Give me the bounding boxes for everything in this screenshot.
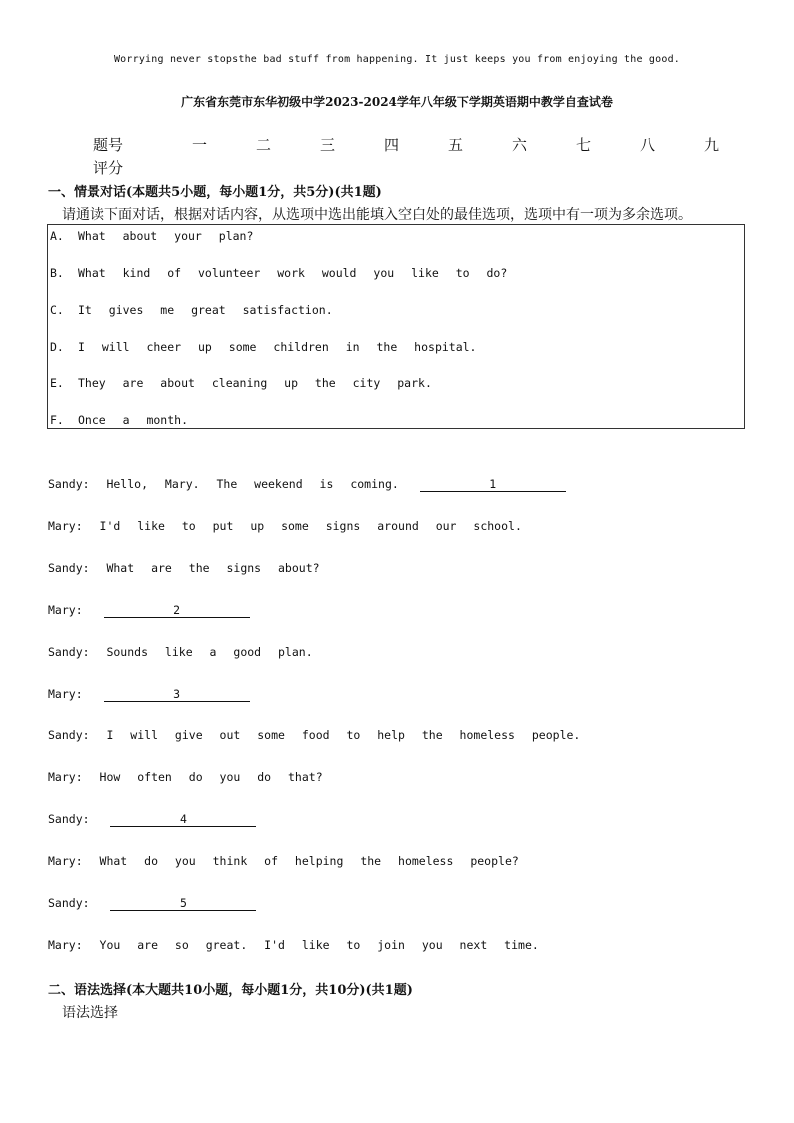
section-1-instruction: 请通读下面对话，根据对话内容，从选项中选出能填入空白处的最佳选项，选项中有一项为多余选项。 bbox=[62, 207, 692, 223]
dialogue-line bbox=[48, 770, 323, 784]
score-col-2: 二 bbox=[256, 136, 272, 154]
score-col-7: 七 bbox=[576, 136, 592, 154]
motto-header: Worrying never stopsthe bad stuff from happening. It just keeps you from enjoying the good. bbox=[113, 54, 681, 65]
option-letter: F. bbox=[50, 413, 64, 427]
exam-title: 广东省东莞市东华初级中学2023-2024学年八年级下学期英语期中教学自查试卷 bbox=[181, 95, 613, 109]
option-text: What kind of volunteer work would you like to do? bbox=[78, 266, 508, 280]
option-letter: D. bbox=[50, 340, 64, 354]
dialogue-text: Mary: bbox=[48, 603, 83, 617]
option-letter: E. bbox=[50, 376, 64, 390]
option-a bbox=[50, 229, 253, 243]
dialogue-line bbox=[48, 477, 566, 492]
dialogue-text: Mary: bbox=[48, 687, 83, 701]
option-text: It gives me great satisfaction. bbox=[78, 303, 333, 317]
score-col-6: 六 bbox=[512, 136, 528, 154]
score-col-5: 五 bbox=[448, 136, 464, 154]
score-table-header-label: 题号 bbox=[93, 136, 124, 154]
option-text: They are about cleaning up the city park. bbox=[78, 376, 432, 390]
answer-blank-4[interactable]: 4 bbox=[110, 813, 256, 827]
dialogue-line bbox=[48, 938, 539, 952]
dialogue-line bbox=[48, 561, 320, 575]
score-col-8: 八 bbox=[640, 136, 656, 154]
option-d bbox=[50, 340, 477, 354]
option-text: I will cheer up some children in the hospital. bbox=[78, 340, 477, 354]
dialogue-text: Sandy: Hello, Mary. The weekend is coming. bbox=[48, 477, 399, 491]
dialogue-text: Sandy: I will give out some food to help the homeless people. bbox=[48, 728, 581, 742]
section-2-heading: 二、语法选择(本大题共10小题，每小题1分，共10分)(共1题) bbox=[48, 983, 413, 998]
dialogue-text: Sandy: What are the signs about? bbox=[48, 561, 320, 575]
answer-blank-1[interactable]: 1 bbox=[420, 478, 566, 492]
dialogue-line bbox=[48, 812, 256, 827]
option-e bbox=[50, 376, 432, 390]
dialogue-text: Mary: What do you think of helping the homeless people? bbox=[48, 854, 519, 868]
section-1-heading: 一、情景对话(本题共5小题，每小题1分，共5分)(共1题) bbox=[48, 185, 382, 200]
score-table-score-label: 评分 bbox=[93, 159, 124, 177]
dialogue-line bbox=[48, 645, 313, 659]
options-box bbox=[47, 224, 745, 429]
answer-blank-2[interactable]: 2 bbox=[104, 604, 250, 618]
dialogue-text: Sandy: Sounds like a good plan. bbox=[48, 645, 313, 659]
option-f bbox=[50, 413, 188, 427]
answer-blank-3[interactable]: 3 bbox=[104, 688, 250, 702]
dialogue-text: Mary: I'd like to put up some signs around our school. bbox=[48, 519, 522, 533]
dialogue-text: Mary: How often do you do that? bbox=[48, 770, 323, 784]
option-text: What about your plan? bbox=[78, 229, 254, 243]
option-c bbox=[50, 303, 333, 317]
option-letter: B. bbox=[50, 266, 64, 280]
dialogue-line bbox=[48, 896, 256, 911]
section-2-instruction: 语法选择 bbox=[62, 1005, 118, 1021]
option-b bbox=[50, 266, 507, 280]
score-col-3: 三 bbox=[320, 136, 336, 154]
score-col-1: 一 bbox=[192, 136, 208, 154]
dialogue-text: Mary: You are so great. I'd like to join you next time. bbox=[48, 938, 539, 952]
dialogue-line bbox=[48, 603, 250, 618]
dialogue-line bbox=[48, 519, 522, 533]
option-text: Once a month. bbox=[78, 413, 189, 427]
score-col-9: 九 bbox=[704, 136, 720, 154]
score-col-4: 四 bbox=[384, 136, 400, 154]
answer-blank-5[interactable]: 5 bbox=[110, 897, 256, 911]
dialogue-line bbox=[48, 854, 519, 868]
option-letter: A. bbox=[50, 229, 64, 243]
dialogue-text: Sandy: bbox=[48, 812, 90, 826]
dialogue-line bbox=[48, 687, 250, 702]
dialogue-text: Sandy: bbox=[48, 896, 90, 910]
dialogue-line bbox=[48, 728, 580, 742]
option-letter: C. bbox=[50, 303, 64, 317]
